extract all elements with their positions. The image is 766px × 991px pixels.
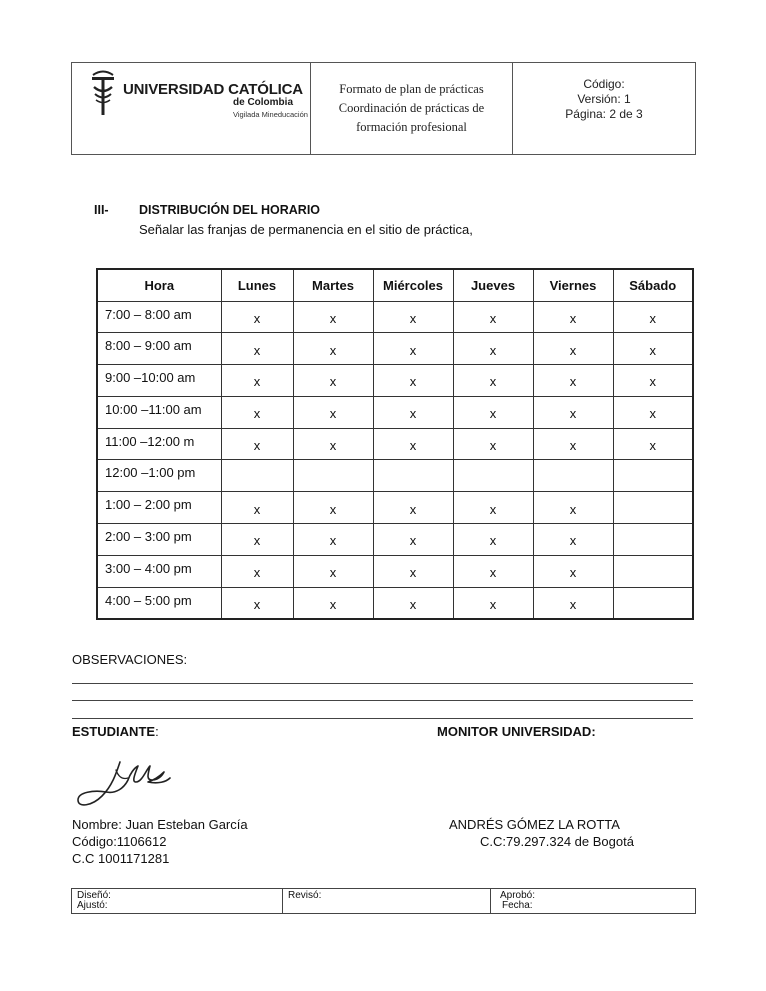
schedule-mark-cell: x <box>221 333 293 365</box>
schedule-mark-cell <box>613 492 693 524</box>
schedule-table <box>96 268 694 620</box>
monitor-label: MONITOR UNIVERSIDAD: <box>437 724 596 739</box>
document-footer <box>71 888 696 914</box>
reviewed-label: Revisó: <box>288 890 322 901</box>
observation-line <box>72 683 693 684</box>
hour-cell: 8:00 – 9:00 am <box>97 333 221 365</box>
schedule-mark-cell: x <box>613 333 693 365</box>
table-row <box>97 492 693 524</box>
student-code: Código:1106612 <box>72 834 167 849</box>
designed-label: Diseñó: <box>77 890 111 901</box>
column-header: Jueves <box>453 269 533 301</box>
section-title: DISTRIBUCIÓN DEL HORARIO <box>139 203 321 217</box>
schedule-mark-cell: x <box>533 428 613 460</box>
table-row <box>97 396 693 428</box>
schedule-mark-cell: x <box>293 555 373 587</box>
column-header: Sábado <box>613 269 693 301</box>
schedule-mark-cell <box>293 460 373 492</box>
student-label-colon: : <box>155 724 159 739</box>
student-id: C.C 1001171281 <box>72 851 170 866</box>
section-number: III- <box>94 203 109 217</box>
footer-approval-cell <box>491 889 695 913</box>
schedule-mark-cell: x <box>613 301 693 333</box>
schedule-mark-cell <box>533 460 613 492</box>
cross-shield-icon <box>90 69 116 119</box>
schedule-mark-cell: x <box>533 365 613 397</box>
monitor-name: ANDRÉS GÓMEZ LA ROTTA <box>449 817 620 832</box>
hour-cell: 12:00 –1:00 pm <box>97 460 221 492</box>
format-line: formación profesional <box>356 120 467 134</box>
version-label: Versión: 1 <box>577 92 631 106</box>
schedule-mark-cell <box>613 460 693 492</box>
column-header: Martes <box>293 269 373 301</box>
format-line: Formato de plan de prácticas <box>339 82 484 96</box>
schedule-mark-cell: x <box>221 428 293 460</box>
observation-line <box>72 700 693 701</box>
monitor-id: C.C:79.297.324 de Bogotá <box>480 834 634 849</box>
table-row <box>97 524 693 556</box>
document-code-block <box>513 63 695 154</box>
schedule-mark-cell: x <box>221 555 293 587</box>
column-header: Miércoles <box>373 269 453 301</box>
schedule-mark-cell: x <box>453 524 533 556</box>
table-row <box>97 365 693 397</box>
schedule-mark-cell: x <box>453 301 533 333</box>
schedule-mark-cell: x <box>221 492 293 524</box>
hour-cell: 2:00 – 3:00 pm <box>97 524 221 556</box>
schedule-mark-cell: x <box>221 301 293 333</box>
logo-university-name: UNIVERSIDAD CATÓLICA <box>123 81 303 98</box>
schedule-mark-cell: x <box>293 333 373 365</box>
logo-tagline: Vigilada Mineducación <box>233 110 308 119</box>
schedule-mark-cell: x <box>533 587 613 619</box>
table-row <box>97 333 693 365</box>
observations-label: OBSERVACIONES: <box>72 652 188 667</box>
format-title <box>311 63 513 154</box>
schedule-mark-cell: x <box>453 333 533 365</box>
university-logo <box>72 63 311 154</box>
column-header: Viernes <box>533 269 613 301</box>
schedule-mark-cell: x <box>373 492 453 524</box>
schedule-mark-cell: x <box>613 396 693 428</box>
schedule-mark-cell: x <box>373 333 453 365</box>
schedule-mark-cell: x <box>373 555 453 587</box>
table-row <box>97 587 693 619</box>
schedule-mark-cell <box>613 555 693 587</box>
schedule-mark-cell: x <box>293 365 373 397</box>
schedule-mark-cell: x <box>293 396 373 428</box>
table-row <box>97 428 693 460</box>
footer-design-cell <box>72 889 283 913</box>
schedule-mark-cell <box>453 460 533 492</box>
section-subtitle: Señalar las franjas de permanencia en el sitio de práctica, <box>139 222 473 237</box>
document-header <box>71 62 696 155</box>
schedule-mark-cell: x <box>453 428 533 460</box>
hour-cell: 10:00 –11:00 am <box>97 396 221 428</box>
schedule-mark-cell: x <box>373 396 453 428</box>
schedule-mark-cell: x <box>533 301 613 333</box>
adjusted-label: Ajustó: <box>77 900 108 911</box>
schedule-mark-cell: x <box>293 428 373 460</box>
schedule-mark-cell: x <box>533 555 613 587</box>
approved-label: Aprobó: <box>500 890 536 901</box>
code-label: Código: <box>583 77 625 91</box>
schedule-mark-cell: x <box>453 555 533 587</box>
schedule-mark-cell: x <box>453 396 533 428</box>
schedule-mark-cell: x <box>221 396 293 428</box>
hour-cell: 9:00 –10:00 am <box>97 365 221 397</box>
logo-subtitle: de Colombia <box>233 97 294 108</box>
student-heading <box>72 724 159 739</box>
table-row <box>97 555 693 587</box>
schedule-mark-cell: x <box>613 428 693 460</box>
table-row <box>97 301 693 333</box>
schedule-mark-cell: x <box>533 333 613 365</box>
schedule-mark-cell: x <box>221 524 293 556</box>
hour-cell: 11:00 –12:00 m <box>97 428 221 460</box>
schedule-mark-cell: x <box>221 365 293 397</box>
column-header: Hora <box>97 269 221 301</box>
schedule-mark-cell: x <box>293 587 373 619</box>
schedule-mark-cell <box>613 587 693 619</box>
schedule-mark-cell <box>221 460 293 492</box>
schedule-mark-cell: x <box>293 492 373 524</box>
hour-cell: 1:00 – 2:00 pm <box>97 492 221 524</box>
format-line: Coordinación de prácticas de <box>338 101 485 115</box>
page-label: Página: 2 de 3 <box>565 107 643 121</box>
table-row <box>97 460 693 492</box>
student-name: Nombre: Juan Esteban García <box>72 817 248 832</box>
hour-cell: 3:00 – 4:00 pm <box>97 555 221 587</box>
schedule-mark-cell: x <box>221 587 293 619</box>
footer-review-cell <box>283 889 491 913</box>
student-label: ESTUDIANTE <box>72 724 156 739</box>
schedule-mark-cell <box>613 524 693 556</box>
schedule-mark-cell: x <box>613 365 693 397</box>
schedule-mark-cell: x <box>533 396 613 428</box>
schedule-mark-cell: x <box>373 524 453 556</box>
schedule-mark-cell: x <box>453 492 533 524</box>
schedule-mark-cell: x <box>373 587 453 619</box>
schedule-mark-cell: x <box>293 301 373 333</box>
observation-line <box>72 718 693 719</box>
date-label: Fecha: <box>502 900 533 911</box>
schedule-mark-cell: x <box>453 587 533 619</box>
schedule-mark-cell: x <box>533 492 613 524</box>
schedule-mark-cell <box>373 460 453 492</box>
table-header-row <box>97 269 693 301</box>
schedule-mark-cell: x <box>373 428 453 460</box>
hour-cell: 4:00 – 5:00 pm <box>97 587 221 619</box>
schedule-mark-cell: x <box>293 524 373 556</box>
schedule-mark-cell: x <box>373 301 453 333</box>
column-header: Lunes <box>221 269 293 301</box>
student-signature <box>72 752 172 814</box>
schedule-mark-cell: x <box>533 524 613 556</box>
schedule-mark-cell: x <box>453 365 533 397</box>
schedule-mark-cell: x <box>373 365 453 397</box>
hour-cell: 7:00 – 8:00 am <box>97 301 221 333</box>
